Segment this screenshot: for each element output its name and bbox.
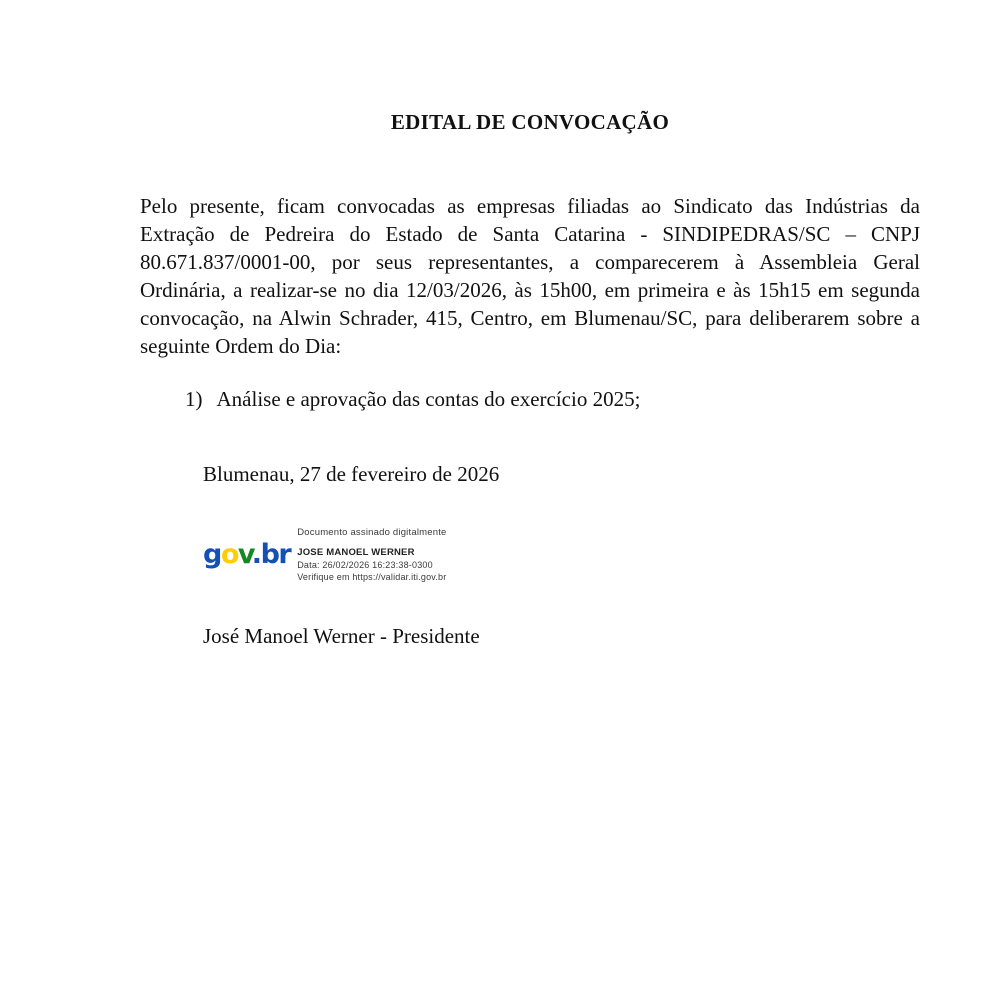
agenda-item-text: Análise e aprovação das contas do exercício 2025; [216, 387, 641, 411]
stamp-header-text: Documento assinado digitalmente [297, 527, 447, 538]
signatory-name-title: José Manoel Werner - Presidente [203, 624, 480, 648]
digital-signature-stamp [203, 527, 447, 582]
stamp-signature-date: Data: 26/02/2026 16:23:38-0300 [297, 560, 433, 570]
body-paragraph: Pelo presente, ficam convocadas as empresas filiadas ao Sindicato das Indústrias da Extração de Pedreira do Estado de Santa Catarina - SINDIPEDRAS/SC – CNPJ 80.671.837/0001-00, por seus representantes, a comparecerem à Assembleia Geral Ordinária, a realizar-se no dia 12/03/2026, às 15h00, em primeira e às 15h15 em segunda convocação, na Alwin Schrader, 415, Centro, em Blumenau/SC, para deliberarem sobre a seguinte Ordem do Dia: [140, 194, 920, 358]
govbr-logo-letter: r [278, 539, 291, 570]
agenda-item [185, 385, 640, 413]
govbr-logo-icon [203, 527, 290, 568]
govbr-logo-letter: b [260, 539, 279, 570]
stamp-signer-name: JOSE MANOEL WERNER [297, 547, 415, 558]
govbr-logo-letter: g [203, 539, 221, 570]
govbr-logo-letter: o [220, 539, 238, 570]
signature-stamp-text [297, 527, 446, 582]
govbr-logo-letter: . [251, 539, 261, 570]
stamp-verify-url: Verifique em https://validar.iti.gov.br [297, 572, 447, 582]
govbr-logo-letter: v [237, 539, 252, 570]
date-place-line: Blumenau, 27 de fevereiro de 2026 [203, 462, 500, 486]
document-title: EDITAL DE CONVOCAÇÃO [390, 110, 670, 134]
agenda-item-number: 1) [185, 387, 203, 411]
